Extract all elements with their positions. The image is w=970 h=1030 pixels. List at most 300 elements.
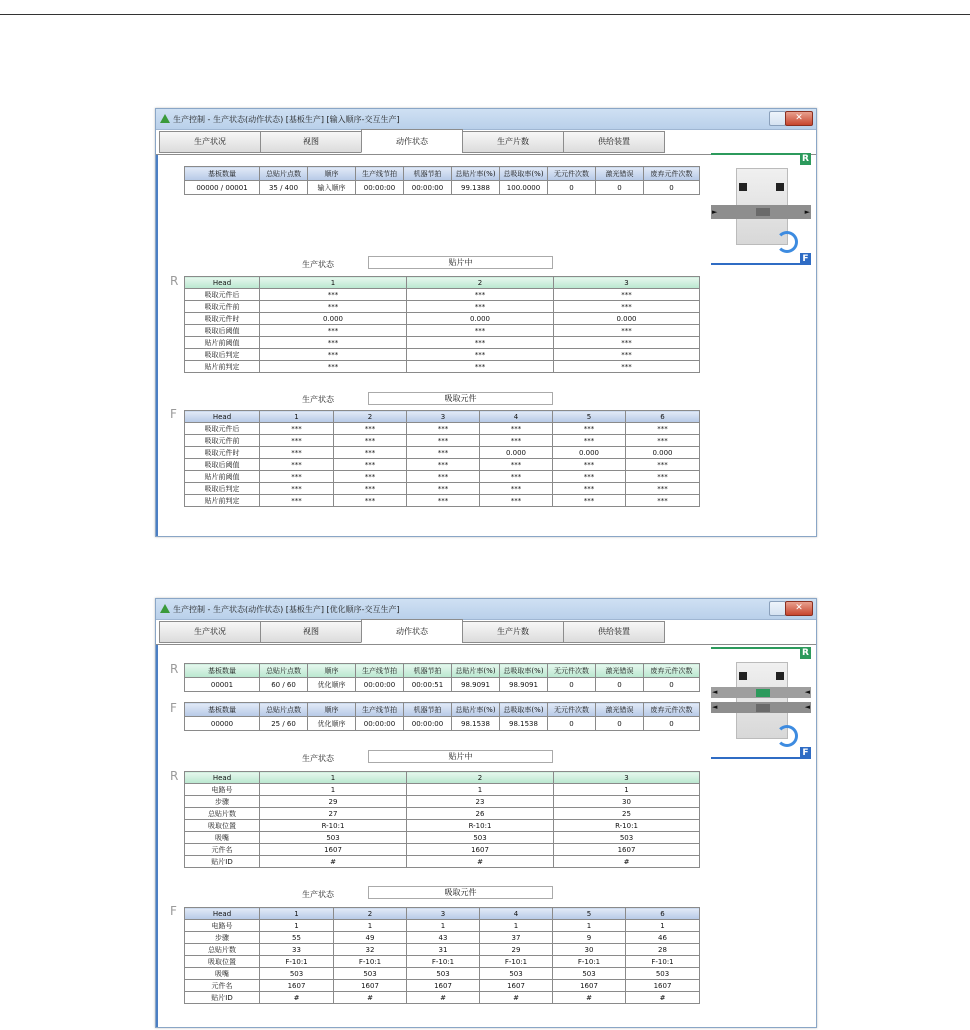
rear-board-block (756, 689, 770, 697)
table-cell: *** (553, 459, 626, 471)
table-cell: 98.1538 (452, 717, 500, 731)
column-header: 4 (480, 411, 553, 423)
conveyor-arrow-left-icon: ◄ (804, 703, 810, 711)
table-cell: 503 (407, 968, 480, 980)
head-block-icon (739, 672, 747, 680)
table-cell: 29 (480, 944, 553, 956)
table-header-row (185, 167, 700, 181)
table-cell: *** (554, 361, 700, 373)
front-head-table (184, 410, 700, 507)
conveyor-arrow-left-icon: ◄ (712, 688, 718, 696)
column-header: 废弃元件次数 (644, 664, 700, 678)
summary-table (184, 166, 700, 195)
table-cell: 1607 (407, 844, 554, 856)
table-row (185, 495, 700, 507)
row-label: 电路号 (185, 920, 260, 932)
table-cell: 55 (260, 932, 334, 944)
table-cell: F-10:1 (334, 956, 407, 968)
table-cell: 0 (548, 181, 596, 195)
tab-feeder[interactable]: 供给装置 (563, 621, 665, 643)
table-cell: *** (626, 495, 700, 507)
tab-view[interactable]: 视图 (260, 621, 362, 643)
table-cell: *** (260, 289, 407, 301)
maximize-button[interactable] (769, 111, 786, 126)
table-cell: 0.000 (554, 313, 700, 325)
table-header-row (185, 277, 700, 289)
table-cell: 1 (407, 784, 554, 796)
head-block-icon (776, 183, 784, 191)
rear-letter: R (170, 274, 179, 288)
machine-diagram (711, 153, 811, 265)
table-cell: *** (626, 471, 700, 483)
table-cell: *** (260, 471, 334, 483)
tab-strip (159, 131, 664, 153)
column-header: 机器节拍 (404, 703, 452, 717)
row-label: 吸嘴 (185, 968, 260, 980)
front-letter: F (170, 904, 177, 918)
table-cell: 49 (334, 932, 407, 944)
column-header: 生产线节拍 (356, 664, 404, 678)
row-label: 吸取后判定 (185, 483, 260, 495)
table-cell: 98.9091 (452, 678, 500, 692)
row-label: 总贴片数 (185, 808, 260, 820)
table-cell: 1 (334, 920, 407, 932)
column-header: 3 (407, 411, 480, 423)
column-header: 总吸取率(%) (500, 167, 548, 181)
table-cell: *** (260, 447, 334, 459)
table-row (185, 796, 700, 808)
column-header: 无元件次数 (548, 703, 596, 717)
table-cell: R-10:1 (407, 820, 554, 832)
column-header: 2 (407, 772, 554, 784)
table-cell: 1 (554, 784, 700, 796)
column-header: Head (185, 277, 260, 289)
table-cell: 00:00:00 (404, 181, 452, 195)
table-cell: F-10:1 (407, 956, 480, 968)
column-header: 总贴片率(%) (452, 664, 500, 678)
table-cell: R-10:1 (260, 820, 407, 832)
conveyor-arrow-left-icon: ◄ (712, 703, 718, 711)
column-header: Head (185, 908, 260, 920)
table-cell: 0.000 (260, 313, 407, 325)
table-cell: 28 (626, 944, 700, 956)
table-cell: *** (334, 459, 407, 471)
table-row (185, 844, 700, 856)
table-cell: F-10:1 (553, 956, 626, 968)
tab-production-status[interactable]: 生产状况 (159, 131, 261, 153)
table-cell: 98.1538 (500, 717, 548, 731)
column-header: 3 (554, 277, 700, 289)
column-header: 5 (553, 411, 626, 423)
row-label: 吸取元件后 (185, 423, 260, 435)
table-cell: *** (407, 423, 480, 435)
table-cell: *** (260, 361, 407, 373)
table-cell: 0 (548, 717, 596, 731)
table-cell: *** (554, 301, 700, 313)
status-r-label: 生产状态 (302, 754, 334, 763)
table-row (185, 820, 700, 832)
table-cell: *** (480, 435, 553, 447)
table-cell: 503 (554, 832, 700, 844)
table-row (185, 856, 700, 868)
column-header: 激光错误 (596, 167, 644, 181)
table-row (185, 784, 700, 796)
tab-feeder[interactable]: 供给装置 (563, 131, 665, 153)
table-cell: # (554, 856, 700, 868)
table-row (185, 808, 700, 820)
table-cell: # (553, 992, 626, 1004)
table-cell: *** (480, 423, 553, 435)
front-marker: F (800, 253, 811, 265)
front-bar (711, 263, 811, 265)
table-row (185, 337, 700, 349)
table-cell: *** (260, 483, 334, 495)
table-row (185, 968, 700, 980)
tab-action-status[interactable]: 动作状态 (361, 619, 463, 643)
table-cell: 0 (644, 717, 700, 731)
tab-production-status[interactable]: 生产状况 (159, 621, 261, 643)
column-header: 生产线节拍 (356, 167, 404, 181)
table-cell: # (626, 992, 700, 1004)
rear-letter: R (170, 662, 179, 676)
column-header: 激光错误 (596, 664, 644, 678)
window-title: 生产控制 - 生产状态(动作状态) [基板生产] [优化顺序-交互生产] (173, 605, 400, 614)
table-cell: 1 (480, 920, 553, 932)
table-cell: 0 (596, 717, 644, 731)
column-header: 3 (554, 772, 700, 784)
table-cell: 1 (626, 920, 700, 932)
table-row (185, 483, 700, 495)
left-accent-bar (156, 645, 158, 1027)
table-row (185, 956, 700, 968)
table-cell: *** (480, 459, 553, 471)
close-button[interactable]: ✕ (785, 601, 813, 616)
head-block-icon (776, 672, 784, 680)
table-cell: *** (553, 471, 626, 483)
table-cell: 43 (407, 932, 480, 944)
table-header-row (185, 772, 700, 784)
table-cell: F-10:1 (480, 956, 553, 968)
row-label: 元件名 (185, 980, 260, 992)
column-header: 1 (260, 908, 334, 920)
rear-head-table (184, 276, 700, 373)
conveyor-arrow-left-icon: ◄ (804, 688, 810, 696)
table-cell: 00:00:00 (356, 717, 404, 731)
tab-production-count[interactable]: 生产片数 (462, 621, 564, 643)
table-cell: *** (334, 495, 407, 507)
table-cell: *** (407, 325, 554, 337)
column-header: Head (185, 411, 260, 423)
table-cell: 503 (480, 968, 553, 980)
table-cell: 503 (553, 968, 626, 980)
rear-letter: R (170, 769, 179, 783)
table-cell: *** (407, 337, 554, 349)
table-row (185, 313, 700, 325)
table-cell: 00:00:00 (356, 678, 404, 692)
table-cell: 503 (260, 832, 407, 844)
row-label: 吸取位置 (185, 956, 260, 968)
status-r-label: 生产状态 (302, 260, 334, 269)
table-cell: # (334, 992, 407, 1004)
table-cell: *** (407, 289, 554, 301)
table-row (185, 301, 700, 313)
table-cell: 1 (407, 920, 480, 932)
table-cell: *** (553, 435, 626, 447)
rear-bar (711, 647, 811, 649)
table-cell: *** (407, 483, 480, 495)
table-row (185, 944, 700, 956)
column-header: 无元件次数 (548, 664, 596, 678)
table-cell: # (407, 856, 554, 868)
table-cell: 23 (407, 796, 554, 808)
column-header: 总贴片点数 (260, 664, 308, 678)
rear-marker: R (800, 153, 811, 165)
table-row (185, 423, 700, 435)
column-header: 2 (334, 411, 407, 423)
column-header: 激光错误 (596, 703, 644, 717)
tab-view[interactable]: 视图 (260, 131, 362, 153)
column-header: 顺序 (308, 664, 356, 678)
production-control-window-1 (155, 108, 817, 537)
table-cell: 25 / 60 (260, 717, 308, 731)
table-cell: *** (553, 423, 626, 435)
table-cell: 1607 (260, 980, 334, 992)
table-cell: *** (553, 483, 626, 495)
table-cell: *** (334, 483, 407, 495)
conveyor-arrow-left-icon: ► (712, 208, 718, 216)
table-cell: 1 (260, 920, 334, 932)
table-row (185, 980, 700, 992)
column-header: 基板数量 (185, 167, 260, 181)
table-cell: # (260, 992, 334, 1004)
app-icon (160, 604, 170, 613)
table-cell: *** (407, 301, 554, 313)
table-row (185, 349, 700, 361)
row-label: 吸取后阈值 (185, 459, 260, 471)
column-header: 总吸取率(%) (500, 703, 548, 717)
column-header: 废弃元件次数 (644, 167, 700, 181)
row-label: 贴片前判定 (185, 495, 260, 507)
front-board-block (756, 704, 770, 712)
table-cell: 1607 (480, 980, 553, 992)
table-cell: 32 (334, 944, 407, 956)
row-label: 吸嘴 (185, 832, 260, 844)
table-cell: *** (407, 471, 480, 483)
tab-divider (156, 644, 816, 645)
table-row (185, 325, 700, 337)
column-header: 生产线节拍 (356, 703, 404, 717)
table-cell: # (480, 992, 553, 1004)
table-cell: *** (260, 325, 407, 337)
table-cell: 0.000 (553, 447, 626, 459)
column-header: 总贴片率(%) (452, 703, 500, 717)
left-accent-bar (156, 155, 158, 536)
status-f-value: 吸取元件 (368, 392, 553, 405)
row-label: 元件名 (185, 844, 260, 856)
table-cell: 1607 (260, 844, 407, 856)
table-cell: 00:00:51 (404, 678, 452, 692)
table-cell: *** (626, 483, 700, 495)
table-cell: # (260, 856, 407, 868)
column-header: 顺序 (308, 167, 356, 181)
app-icon (160, 114, 170, 123)
front-marker: F (800, 747, 811, 759)
table-cell: 503 (334, 968, 407, 980)
table-cell: *** (554, 325, 700, 337)
table-cell: 33 (260, 944, 334, 956)
close-button[interactable]: ✕ (785, 111, 813, 126)
rotate-icon (776, 231, 798, 253)
row-label: 吸取后判定 (185, 349, 260, 361)
column-header: 废弃元件次数 (644, 703, 700, 717)
table-row (185, 435, 700, 447)
table-cell: 输入顺序 (308, 181, 356, 195)
title-bar (156, 109, 816, 130)
summary-table-front (184, 702, 700, 731)
table-header-row (185, 908, 700, 920)
summary-table-rear (184, 663, 700, 692)
column-header: 机器节拍 (404, 664, 452, 678)
column-header: 1 (260, 277, 407, 289)
table-header-row (185, 703, 700, 717)
table-cell: 0 (644, 678, 700, 692)
production-control-window-2 (155, 598, 817, 1028)
table-cell: 0.000 (626, 447, 700, 459)
table-cell: 9 (553, 932, 626, 944)
row-label: 00001 (185, 678, 260, 692)
board-block (756, 208, 770, 216)
column-header: 2 (334, 908, 407, 920)
table-cell: F-10:1 (260, 956, 334, 968)
column-header: 基板数量 (185, 703, 260, 717)
table-cell: *** (554, 289, 700, 301)
table-row (185, 920, 700, 932)
status-r-value: 贴片中 (368, 750, 553, 763)
table-cell: 503 (407, 832, 554, 844)
table-cell: *** (407, 447, 480, 459)
column-header: 1 (260, 772, 407, 784)
table-cell: 99.1388 (452, 181, 500, 195)
column-header: 6 (626, 908, 700, 920)
rear-head-table (184, 771, 700, 868)
table-cell: F-10:1 (626, 956, 700, 968)
machine-diagram (711, 647, 811, 759)
rotate-icon (776, 725, 798, 747)
table-cell: *** (334, 447, 407, 459)
row-label: 贴片前阈值 (185, 471, 260, 483)
column-header: 无元件次数 (548, 167, 596, 181)
table-row (185, 361, 700, 373)
column-header: 4 (480, 908, 553, 920)
table-cell: *** (626, 459, 700, 471)
maximize-button[interactable] (769, 601, 786, 616)
table-cell: # (407, 992, 480, 1004)
row-label: 步骤 (185, 796, 260, 808)
row-label: 贴片ID (185, 856, 260, 868)
table-cell: 优化顺序 (308, 717, 356, 731)
table-cell: *** (334, 471, 407, 483)
table-row (185, 717, 700, 731)
table-cell: *** (554, 349, 700, 361)
row-label: 吸取元件前 (185, 301, 260, 313)
column-header: 总贴片率(%) (452, 167, 500, 181)
table-cell: 1 (260, 784, 407, 796)
status-f-label: 生产状态 (302, 890, 334, 899)
table-row (185, 447, 700, 459)
table-row (185, 289, 700, 301)
row-label: 吸取元件时 (185, 447, 260, 459)
table-cell: 29 (260, 796, 407, 808)
table-row (185, 992, 700, 1004)
table-cell: R-10:1 (554, 820, 700, 832)
table-row (185, 678, 700, 692)
column-header: 总吸取率(%) (500, 664, 548, 678)
table-cell: *** (260, 459, 334, 471)
table-cell: 25 (554, 808, 700, 820)
table-cell: *** (407, 349, 554, 361)
table-cell: 0 (548, 678, 596, 692)
column-header: 6 (626, 411, 700, 423)
table-cell: 00:00:00 (404, 717, 452, 731)
row-label: 吸取位置 (185, 820, 260, 832)
front-bar (711, 757, 811, 759)
table-cell: 0 (644, 181, 700, 195)
column-header: Head (185, 772, 260, 784)
table-cell: 503 (626, 968, 700, 980)
table-cell: 98.9091 (500, 678, 548, 692)
table-cell: 31 (407, 944, 480, 956)
front-letter: F (170, 407, 177, 421)
table-cell: *** (260, 495, 334, 507)
table-cell: *** (260, 349, 407, 361)
page-top-rule (0, 14, 970, 15)
tab-production-count[interactable]: 生产片数 (462, 131, 564, 153)
table-cell: *** (260, 423, 334, 435)
table-cell: *** (407, 361, 554, 373)
column-header: 2 (407, 277, 554, 289)
table-cell: *** (260, 301, 407, 313)
table-row (185, 181, 700, 195)
row-label: 电路号 (185, 784, 260, 796)
column-header: 机器节拍 (404, 167, 452, 181)
table-cell: *** (407, 435, 480, 447)
status-f-label: 生产状态 (302, 395, 334, 404)
table-cell: 1607 (553, 980, 626, 992)
table-cell: 1607 (334, 980, 407, 992)
table-cell: 0 (596, 678, 644, 692)
table-row (185, 459, 700, 471)
table-cell: *** (554, 337, 700, 349)
table-row (185, 832, 700, 844)
table-cell: *** (334, 423, 407, 435)
table-cell: *** (480, 471, 553, 483)
table-cell: 27 (260, 808, 407, 820)
table-header-row (185, 664, 700, 678)
table-cell: 00:00:00 (356, 181, 404, 195)
table-cell: *** (260, 337, 407, 349)
row-label: 贴片ID (185, 992, 260, 1004)
column-header: 5 (553, 908, 626, 920)
rear-marker: R (800, 647, 811, 659)
table-cell: 0 (596, 181, 644, 195)
status-r-value: 贴片中 (368, 256, 553, 269)
table-cell: 优化顺序 (308, 678, 356, 692)
table-cell: 35 / 400 (260, 181, 308, 195)
table-cell: 100.0000 (500, 181, 548, 195)
tab-action-status[interactable]: 动作状态 (361, 129, 463, 153)
table-cell: *** (334, 435, 407, 447)
title-bar (156, 599, 816, 620)
